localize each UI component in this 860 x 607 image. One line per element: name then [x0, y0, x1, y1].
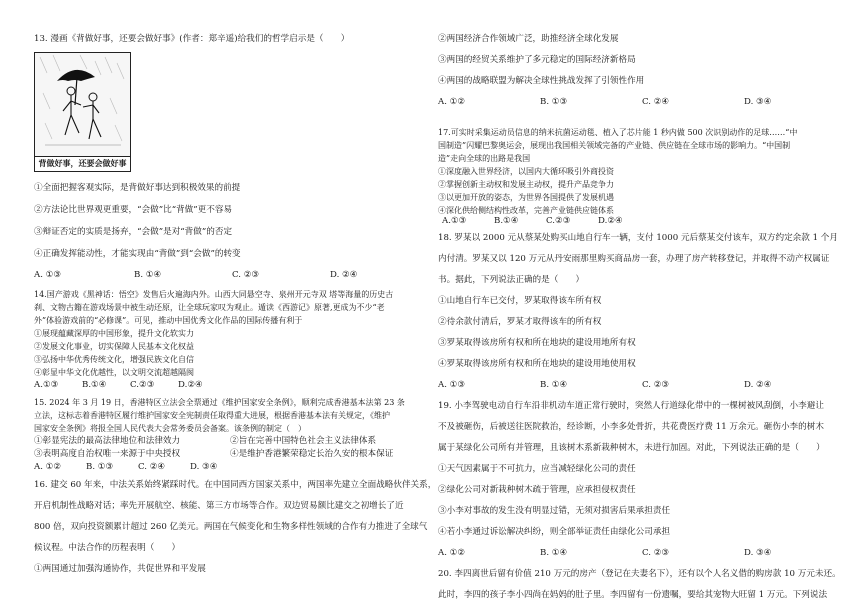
q16-choice-b: B. ①③: [540, 97, 568, 107]
q17-choice-d: D.②④: [598, 216, 623, 226]
q20-line-1: 20. 李四离世后留有价值 210 万元的房产（登记在夫妻名下），还有以个人名义借的购房款 10 万元未还。: [438, 569, 841, 579]
q14-choice-d: D.②④: [178, 380, 203, 390]
q16-choice-a: A. ①②: [438, 97, 466, 107]
q15-line-2: 立法，这标志着香港特区履行维护国家安全宪制责任取得重大进展，根据香港基本法有关规定，《维护: [34, 411, 390, 420]
q18-choice-a: A. ①③: [438, 380, 466, 390]
q16-choice-d: D. ③④: [744, 97, 772, 107]
q18-line-2: 内付清。罗某又以 120 万元从丹安雨那里购买商品房一套，办理了房产转移登记，并取得不动产权属证: [438, 254, 830, 264]
q19-line-1: 19. 小李驾驶电动自行车沿非机动车道正常行驶时，突然人行道绿化带中的一棵树被风刮倒，小李避让: [438, 401, 824, 411]
q13-option-2: ②方法论比世界观更重要，“会做”比“背做”更不容易: [34, 205, 233, 215]
q16-option-2: ②两国经济合作领域广泛，助推经济全球化发展: [438, 34, 619, 44]
q13-option-1: ①全面把握客观实际，是背做好事达到积极效果的前提: [34, 183, 241, 193]
q20-line-2: 此时，李四的孩子李小四尚在妈妈的肚子里。李四留有一份遗嘱，要给其宠物大旺留 1 万元。下列说法: [438, 590, 828, 600]
q17-choice-b: B.①④: [494, 216, 519, 226]
q17-option-1: ①深度融入世界经济，以国内大循环吸引外商投资: [438, 167, 614, 176]
q15-option-3: ③表明高度自治权唯一来源于中央授权: [34, 449, 181, 459]
q15-line-3: 国家安全条例》将报全国人民代表大会常务委员会备案。该条例的制定（ ）: [34, 424, 306, 433]
q19-option-4: ④若小李通过诉讼解决纠纷，则全部举证责任由绿化公司承担: [438, 527, 671, 537]
q15-option-4: ④是维护香港繁荣稳定长治久安的根本保证: [230, 449, 394, 459]
q17-option-2: ②掌握创新主动权和发展主动权，提升产品竞争力: [438, 180, 614, 189]
q19-option-1: ①天气因素属于不可抗力，应当减轻绿化公司的责任: [438, 464, 636, 474]
q15-choice-b: B. ①③: [86, 462, 114, 472]
q18-option-1: ①山地自行车已交付，罗某取得该车所有权: [438, 296, 602, 306]
q15-choice-a: A. ①②: [34, 462, 62, 472]
q19-line-2: 不及被砸伤，后被送往医院救治，经诊断，小李多处骨折，共花费医疗费 11 万余元。砸伤小李的树木: [438, 422, 824, 432]
q16-line-1: 16. 建交 60 年来，中法关系始终紧踩时代。在中国同西方国家关系中，两国率先建立全面战略伙伴关系，: [34, 480, 437, 490]
q19-choice-d: D. ③④: [744, 548, 772, 558]
q13-option-3: ③辩证否定的实质是扬弃，“会做”是对“背做”的否定: [34, 227, 233, 237]
q13-choice-b: B. ①④: [134, 270, 162, 280]
q18-option-2: ②待余款付清后，罗某才取得该车的所有权: [438, 317, 602, 327]
q13-choice-c: C. ②③: [232, 270, 260, 280]
q14-option-1: ①展现蕴藏深厚的中国形象，提升文化软实力: [34, 329, 194, 338]
q13-choice-a: A. ①③: [34, 270, 62, 280]
q15-line-1: 15. 2024 年 3 月 19 日，香港特区立法会全票通过《维护国家安全条例》，顺利完成香港基本法第 23 条: [34, 398, 405, 407]
q19-option-3: ③小李对事故的发生没有明显过错，无须对损害后果承担责任: [438, 506, 671, 516]
q19-option-2: ②绿化公司对新栽种树木疏于管理，应承担侵权责任: [438, 485, 636, 495]
q18-line-3: 书。据此，下列说法正确的是（ ）: [438, 275, 585, 285]
q17-choice-a: A.①③: [442, 216, 467, 226]
q14-option-4: ④彰显中华文化优越性，以文明交流超越隔阂: [34, 368, 194, 377]
q18-option-3: ③罗某取得该房所有权和所在地块的建设用地所有权: [438, 338, 636, 348]
q13-stem: 13. 漫画《背做好事，还要会做好事》(作者：郑辛遥)给我们的哲学启示是（ ）: [34, 34, 350, 44]
q16-option-1: ①两国通过加强沟通协作，共促世界和平发展: [34, 564, 206, 574]
q14-choice-c: C.②③: [130, 380, 155, 390]
q18-choice-c: C. ②③: [642, 380, 670, 390]
q19-choice-b: B. ①④: [540, 548, 568, 558]
q13-cartoon-caption: 背做好事，还要会做好事: [35, 156, 130, 171]
q18-option-4: ④罗某取得该房所有权和所在地块的建设用地使用权: [438, 359, 636, 369]
q17-option-4: ④深化供给侧结构性改革，完善产业链供应链体系: [438, 206, 614, 215]
q14-choice-a: A.①③: [34, 380, 59, 390]
q14-option-2: ②发展文化事业，切实保障人民基本文化权益: [34, 342, 194, 351]
q19-choice-c: C. ②③: [642, 548, 670, 558]
q17-option-3: ③以更加开放的姿态，为世界各国提供了发展机遇: [438, 193, 614, 202]
q15-option-2: ②旨在完善中国特色社会主义法律体系: [230, 436, 377, 446]
q14-line-3: 外”体验游戏前的“必修课”。可见，推动中国优秀文化作品的国际传播有利于: [34, 316, 303, 325]
q16-line-4: 候议程。中法合作的历程表明（ ）: [34, 543, 181, 553]
q16-option-4: ④两国的战略联盟为解决全球性挑战发挥了引领性作用: [438, 76, 645, 86]
q18-choice-d: D. ②④: [744, 380, 772, 390]
q14-option-3: ③弘扬中华优秀传统文化，增强民族文化自信: [34, 355, 194, 364]
q14-line-2: 刹、文物古籍在游戏场景中被生动还原，让全球玩家叹为观止。遁读《西游记》原著,更成为不少“老: [34, 303, 385, 312]
q19-choice-a: A. ①②: [438, 548, 466, 558]
q16-line-3: 800 倍，双向投资额累计超过 260 亿美元。两国在气候变化和生物多样性领域的合作有力推进了全球气: [34, 522, 428, 532]
q15-option-1: ①彰显宪法的最高法律地位和法律效力: [34, 436, 181, 446]
q15-choice-c: C. ②④: [138, 462, 166, 472]
q13-choice-d: D. ②④: [330, 270, 358, 280]
q14-choice-b: B.①④: [82, 380, 107, 390]
q17-choice-c: C.②③: [546, 216, 571, 226]
q19-line-3: 属于某绿化公司所有并管理，且该树木系新栽种树木，未进行加固。对此，下列说法正确的是（ ）: [438, 443, 825, 453]
q17-line-1: 17.可实时采集运动员信息的纳米抗菌运动毯、植入了芯片能 1 秒内做 500 次识别动作的足球……“中: [438, 128, 798, 137]
q16-line-2: 开启机制性战略对话；率先开展航空、核能、第三方市场等合作。双边贸易额比建交之初增长了近: [34, 501, 404, 511]
q16-choice-c: C. ②④: [642, 97, 670, 107]
q13-cartoon-image: [34, 52, 131, 172]
q14-line-1: 14.国产游戏《黑神话：悟空》发售后火遍海内外。山西大同悬空寺、泉州开元寺双 塔等海量的历史古: [34, 290, 394, 299]
q15-choice-d: D. ③④: [190, 462, 218, 472]
q18-choice-b: B. ①④: [540, 380, 568, 390]
q17-line-2: 国制造”闪耀巴黎奥运会，展现出我国相关领域完备的产业链、供应链在全球市场的影响力。“中国制: [438, 141, 791, 150]
cartoon-drawing-icon: [35, 53, 130, 157]
q16-option-3: ③两国的经贸关系维护了多元稳定的国际经济新格局: [438, 55, 636, 65]
q13-option-4: ④正确发挥能动性，才能实现由“背做”到“会做”的转变: [34, 249, 241, 259]
q18-line-1: 18. 罗某以 2000 元从蔡某处购买山地自行车一辆，支付 1000 元后蔡某交付该车，双方约定余款 1 个月: [438, 233, 838, 243]
q17-line-3: 造”走向全球的出路是我国: [438, 154, 531, 163]
